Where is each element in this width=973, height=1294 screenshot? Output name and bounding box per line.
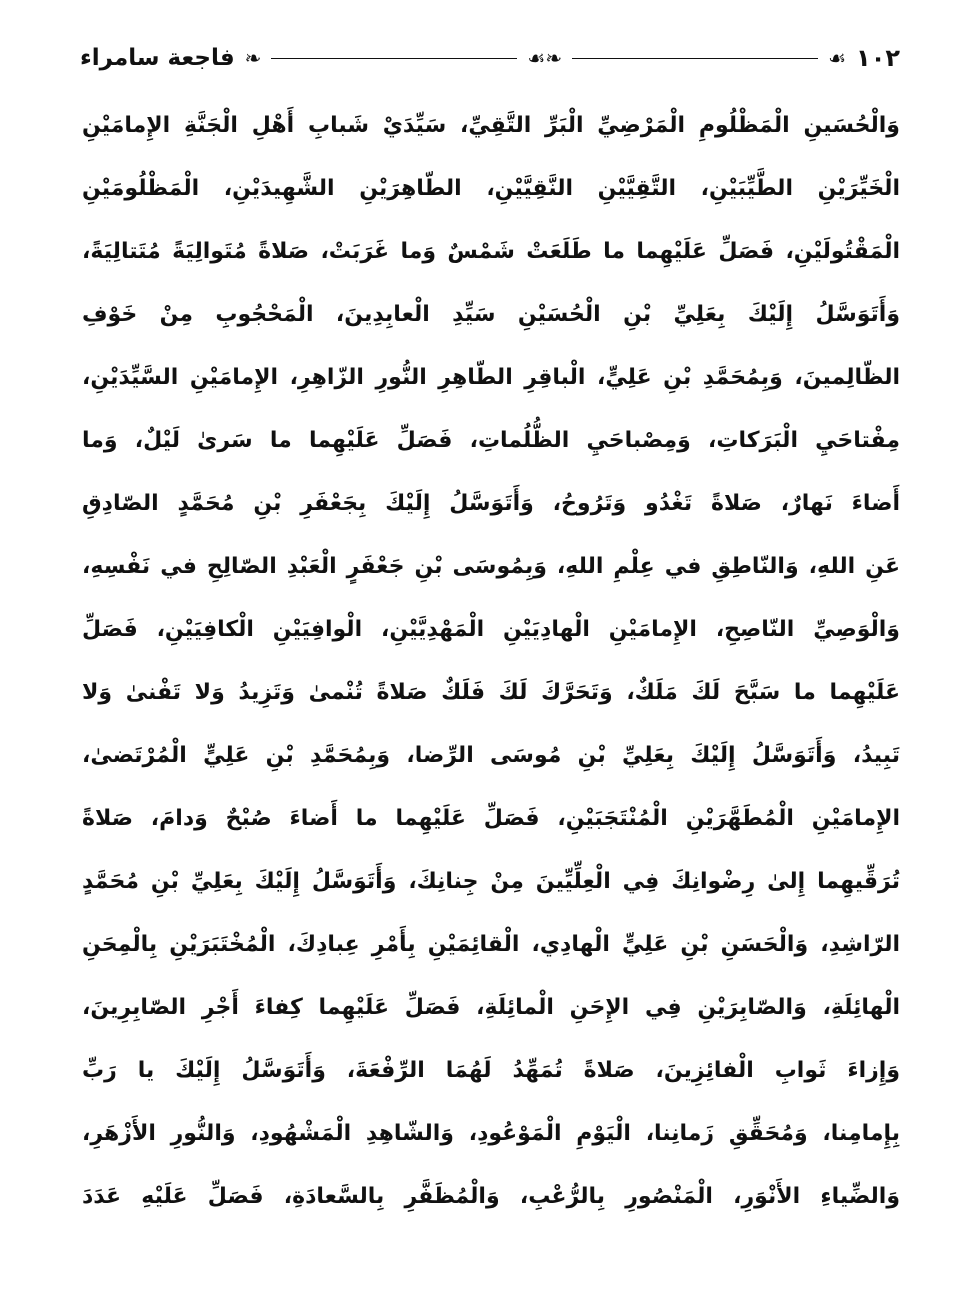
text-line: الإِمامَيْنِ الْمُطَهَّرَيْنِ الْمُنْتَجَبَيْنِ، فَصَلِّ عَلَيْهِما ما أَضاءَ صُبْحٌ وَدامَ، صَلاةً — [82, 806, 900, 831]
text-line: الظّالِمينَ، وَبِمُحَمَّدِ بْنِ عَلِيٍّ، الْباقِرِ الطّاهِرِ النُّورِ الزّاهِرِ، الإِمامَيْنِ السَّيِّدَيْنِ، — [82, 365, 900, 390]
text-line: وَالْوَصِيِّ النّاصِحِ، الإِمامَيْنِ الْهادِيَيْنِ الْمَهْدِيَّيْنِ، الْوافِيَيْنِ الْكافِيَيْنِ، فَصَلِّ — [82, 617, 900, 642]
ornament-center-icon: ❧☙ — [527, 46, 563, 70]
text-line: تُرَقِّيهِما إِلىٰ رِضْوانِكَ فِي الْعِلِّيِّينَ مِنْ جِنانِكَ، وَأَتَوَسَّلُ إِلَيْكَ بِعَلِيِّ بْنِ مُحَمَّدٍ — [82, 869, 900, 894]
text-line: الْهائِلَةِ، وَالصّابِرَيْنِ فِي الإِحَنِ الْمائِلَةِ، فَصَلِّ عَلَيْهِما كِفاءَ أَجْرِ الصّابِرِينَ، — [82, 995, 900, 1020]
text-line: أَضاءَ نَهارٌ، صَلاةً تَغْدُو وَتَرُوحُ، وَأَتَوَسَّلُ إِلَيْكَ بِجَعْفَرِ بْنِ مُحَمَّدٍ الصّادِقِ — [82, 491, 900, 516]
text-line: وَإِزاءَ ثَوابِ الْفائِزِينَ، صَلاةً تُمَهِّدُ لَهُمَا الرِّفْعَةَ، وَأَتَوَسَّلُ إِلَيْكَ يا رَبِّ — [82, 1058, 900, 1083]
body-text — [82, 94, 900, 1228]
running-header — [80, 36, 900, 80]
text-line: الرّاشِدِ، وَالْحَسَنِ بْنِ عَلِيٍّ الْهادِي، الْقائِمَيْنِ بِأَمْرِ عِبادِكَ، الْمُخْتَبَرَيْنِ بِالْمِحَنِ — [82, 932, 900, 957]
text-line: عَنِ اللهِ، وَالنّاطِقِ في عِلْمِ اللهِ، وَبِمُوسَى بْنِ جَعْفَرٍ الْعَبْدِ الصّالِحِ في نَفْسِهِ، — [82, 554, 900, 579]
ornament-right-icon: ☙ — [828, 46, 847, 70]
text-line: مِفْتاحَيِ الْبَرَكاتِ، وَمِصْباحَيِ الظُّلُماتِ، فَصَلِّ عَلَيْهِما ما سَرىٰ لَيْلٌ، وَما — [82, 428, 900, 453]
ornament-left-icon: ❧ — [244, 46, 262, 70]
book-title: فاجعة سامراء — [80, 45, 235, 71]
text-line: وَالْحُسَينِ الْمَظْلُومِ الْمَرْضِيِّ الْبَرِّ التَّقِيِّ، سَيِّدَيْ شَبابِ أَهْلِ الْجَنَّةِ الإِمامَيْنِ — [82, 113, 900, 138]
text-line: بِإِمامِنا، وَمُحَقِّقِ زَمانِنا، الْيَوْمِ الْمَوْعُودِ، وَالشّاهِدِ الْمَشْهُودِ، وَالنُّورِ الأَزْهَرِ، — [82, 1121, 900, 1146]
text-line: تَبِيدُ، وَأَتَوَسَّلُ إِلَيْكَ بِعَلِيِّ بْنِ مُوسَى الرِّضا، وَبِمُحَمَّدِ بْنِ عَلِيٍّ الْمُرْتَضىٰ، — [82, 743, 900, 768]
text-line: وَأَتَوَسَّلُ إِلَيْكَ بِعَلِيِّ بْنِ الْحُسَيْنِ سَيِّدِ الْعابِدِينَ، الْمَحْجُوبِ مِنْ خَوْفِ — [82, 302, 900, 327]
text-line: عَلَيْهِما ما سَبَّحَ لَكَ مَلَكٌ، وَتَحَرَّكَ لَكَ فَلَكٌ صَلاةً تُنْمىٰ وَتَزِيدُ وَلا تَفْنىٰ وَلا — [82, 680, 900, 705]
header-rule-right — [572, 58, 818, 59]
page-number: ١٠٢ — [856, 44, 900, 72]
text-line: الْمَقْتُولَيْنِ، فَصَلِّ عَلَيْهِما ما طَلَعَتْ شَمْسٌ وَما غَرَبَتْ، صَلاةً مُتَوالِيَةً مُتَتالِيَةً، — [82, 239, 900, 264]
header-rule-left — [271, 58, 517, 59]
text-line: الْخَيِّرَيْنِ الطَّيِّبَيْنِ، التَّقِيَّيْنِ النَّقِيَّيْنِ، الطّاهِرَيْنِ الشَّهِيدَيْنِ، الْمَظْلُومَيْنِ — [82, 176, 900, 201]
text-line: وَالضِّياءِ الأَنْوَرِ، الْمَنْصُورِ بِالرُّعْبِ، وَالْمُظَفَّرِ بِالسَّعادَةِ، فَصَلِّ عَلَيْهِ عَدَدَ — [82, 1184, 900, 1209]
